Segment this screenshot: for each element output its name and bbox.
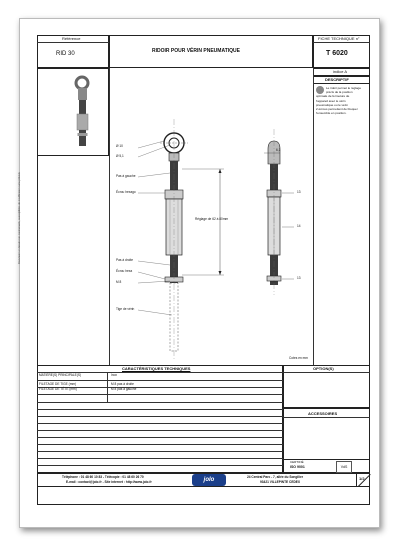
label-ecrou-hexa-2: Écrou hexa xyxy=(116,269,133,273)
descriptif-text: Le ridoir permet le réglage précis de la position optimale de fermeture de l'appareil avec le vérin pneumatique ou le vérin 2 écrous permettent de bloquer l'ensemble en position. xyxy=(316,86,362,116)
footer-email: E-mail : contact@jolo.fr - Site internet : http://www.jolo.fr xyxy=(66,480,152,484)
char-row-label: MATIÈRE(S) PRINCIPALE(S) xyxy=(39,373,82,377)
char-row-label: FILETAGE DE TÊTE (mm) xyxy=(39,387,77,391)
page-number: 1/2 xyxy=(356,473,371,487)
label-m8: M 8 xyxy=(116,280,122,284)
product-photo xyxy=(72,75,102,153)
options-title: OPTION(S) xyxy=(313,366,334,371)
characteristics-title: CARACTÉRISTIQUES TECHNIQUES xyxy=(122,366,191,371)
accessories-title: ACCESSOIRES xyxy=(308,411,338,416)
char-row-value: Inox xyxy=(111,373,118,377)
label-tige: Tige de vérin xyxy=(116,307,135,311)
cert-iso: ISO 9001 xyxy=(290,465,305,469)
label-d51: Ø 5,1 xyxy=(116,154,124,158)
char-row-value: M 8 pas à droite xyxy=(111,382,134,386)
cert-logo: VdS xyxy=(336,461,352,473)
label-d10: Ø 10 xyxy=(116,144,123,148)
dim-14: 14 xyxy=(297,224,301,228)
descriptif-label: DESCRIPTIF xyxy=(325,77,349,82)
document-sheet xyxy=(19,18,380,528)
footer-phone: Téléphone : 01 48 60 10 83 - Télécopie : 01 48 60 26 70 xyxy=(62,475,144,479)
dim-6-1: 6,1 xyxy=(276,148,281,152)
label-pas-droite: Pas à droite xyxy=(116,258,134,262)
cert-label: CERTIFIÉ xyxy=(290,460,304,464)
page-title: RIDOIR POUR VÉRIN PNEUMATIQUE xyxy=(152,48,240,54)
index-label: indice A xyxy=(333,69,348,74)
info-icon xyxy=(316,86,324,94)
side-disclaimer: Document et dessin non contractuels, susceptibles de modification sans préavis xyxy=(18,172,21,264)
label-ecrou-hexa: Écrou hexago xyxy=(116,190,136,194)
reference-value: RID 30 xyxy=(56,51,75,57)
cotes-note: Cotes en mm xyxy=(289,356,308,360)
label-reglage: Réglage de 62 à 80mm xyxy=(195,217,229,221)
char-row-value: M 8 pas à gauche xyxy=(111,387,137,391)
reference-label: Référence xyxy=(62,36,81,41)
footer-address-2: 93421 VILLEPINTE CEDEX xyxy=(260,480,301,484)
sheet-label: FICHE TECHNIQUE n° xyxy=(318,36,360,41)
company-logo: jolo xyxy=(192,474,226,486)
footer-address-1: 24 Central Parc - 7, allée du Songilier xyxy=(247,475,303,479)
sheet-number: T 6020 xyxy=(326,50,348,57)
dim-13-bottom: 13 xyxy=(297,276,301,280)
dim-13-top: 13 xyxy=(297,190,301,194)
label-pas-gauche: Pas à gauche xyxy=(116,174,136,178)
char-row-label: FILETAGE DE TIGE (mm) xyxy=(39,382,77,386)
